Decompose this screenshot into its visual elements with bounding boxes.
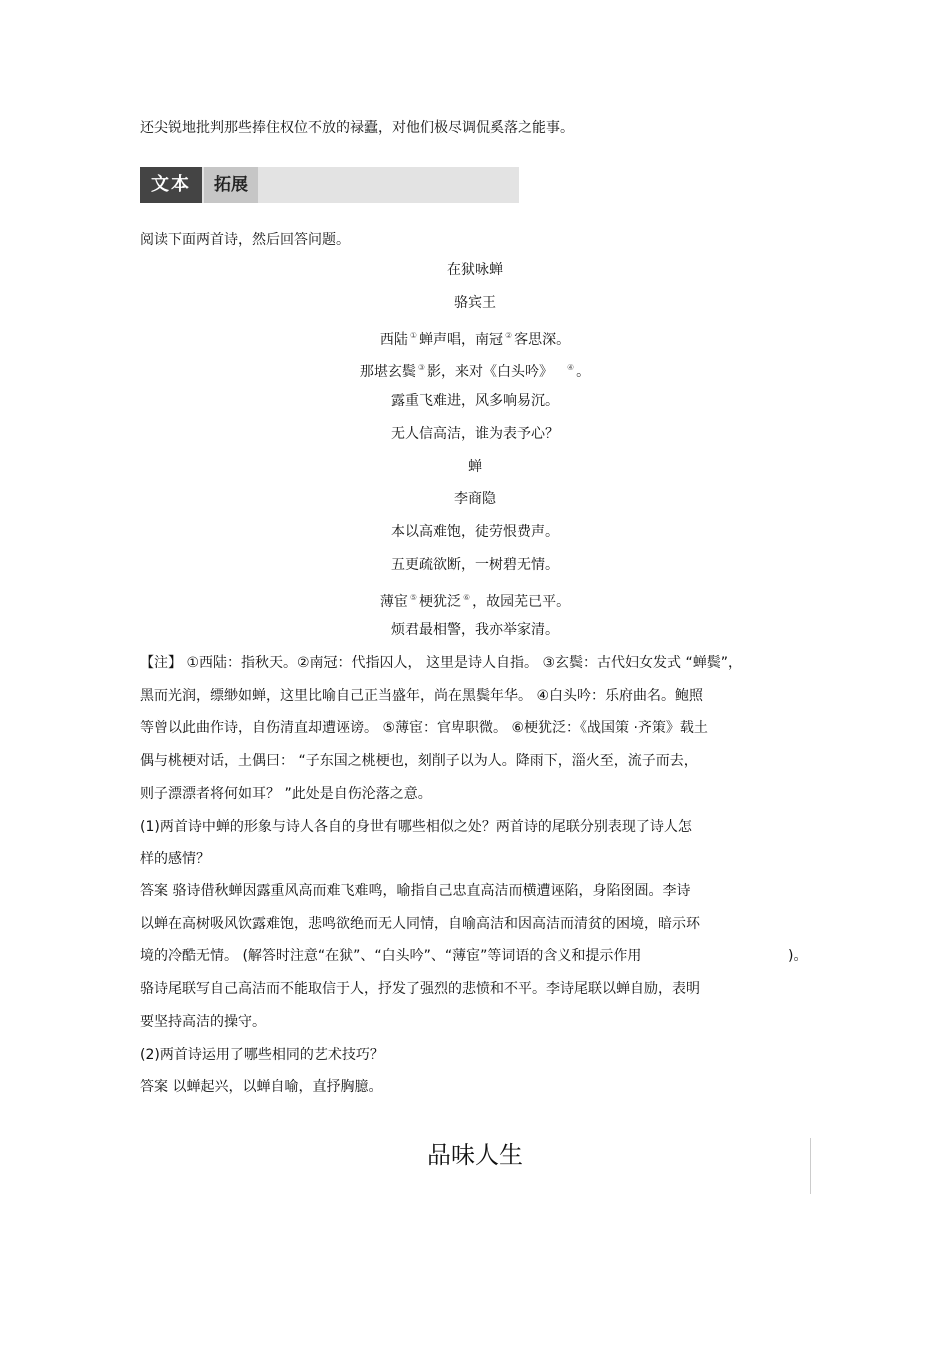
- footnote-marker: ③: [417, 363, 425, 372]
- poem1-line2: 那堪玄鬓 ③ 影，来对《白头吟》 ④ 。: [359, 363, 591, 380]
- banner-label-expand: 拓展: [204, 167, 258, 203]
- answer-1-line-end: )。: [788, 948, 808, 964]
- poem2-line3: 薄宦 ⑤ 梗犹泛 ⑥ ，故园芜已平。: [379, 593, 571, 610]
- poem1-line3: 露重飞难进，风多响易沉。: [391, 393, 559, 409]
- poem2-author: 李商隐: [454, 491, 496, 507]
- poem2-line1: 本以高难饱，徒劳恨费声。: [391, 524, 559, 540]
- poem1-author: 骆宾王: [454, 295, 496, 311]
- section-title: 品味人生: [427, 1141, 523, 1169]
- footnote-marker: ④: [567, 363, 575, 372]
- notes-line: 偶与桃梗对话，土偶曰： “子东国之桃梗也，刻削子以为人。降雨下，淄火至，流子而去，: [140, 753, 698, 769]
- notes-line: 【注】 ①西陆：指秋天。②南冠：代指囚人， 这里是诗人自指。 ③玄鬓：古代妇女发式 “蝉鬓”，: [140, 655, 742, 671]
- question-1: (1)两首诗中蝉的形象与诗人各自的身世有哪些相似之处？两首诗的尾联分别表现了诗人怎: [140, 819, 692, 835]
- poem1-title: 在狱咏蝉: [447, 262, 503, 278]
- answer-2: 答案 以蝉起兴，以蝉自喻，直抒胸臆。: [140, 1079, 383, 1095]
- answer-1-line: 以蝉在高树吸风饮露难饱，悲鸣欲绝而无人同情，自喻高洁和因高洁而清贫的困境，暗示环: [140, 916, 700, 932]
- answer-1-line: 要坚持高洁的操守。: [140, 1014, 266, 1030]
- poem1-line4: 无人信高洁，谁为表予心？: [391, 426, 559, 442]
- poem2-line4: 烦君最相警，我亦举家清。: [391, 622, 559, 638]
- section-banner: [140, 167, 519, 203]
- notes-line: 则子漂漂者将何如耳？ ”此处是自伤沦落之意。: [140, 786, 432, 802]
- footnote-marker: ①: [409, 331, 417, 340]
- divider: [810, 1138, 811, 1194]
- answer-1-line: 答案 骆诗借秋蝉因露重风高而难飞难鸣，喻指自己忠直高洁而横遭诬陷，身陷囹圄。李诗: [140, 883, 691, 899]
- poem2-title: 蝉: [468, 459, 482, 475]
- footnote-marker: ②: [505, 331, 513, 340]
- notes-line: 等曾以此曲作诗，自伤清直却遭诬谤。 ⑤薄宦：官卑职微。 ⑥梗犹泛：《战国策 ·齐策》载土: [140, 720, 708, 736]
- banner-label-text: 文本: [140, 167, 202, 203]
- instruction: 阅读下面两首诗，然后回答问题。: [140, 232, 350, 248]
- poem1-line1: 西陆 ① 蝉声唱，南冠 ② 客思深。: [379, 331, 571, 348]
- notes-line: 黑而光润，缥缈如蝉，这里比喻自己正当盛年，尚在黑鬓年华。 ④白头吟：乐府曲名。鲍照: [140, 688, 703, 704]
- intro-line: 还尖锐地批判那些捧住权位不放的禄蠹，对他们极尽调侃奚落之能事。: [140, 120, 574, 136]
- answer-1-line: 境的冷酷无情。 (解答时注意“在狱”、“白头吟”、“薄宦”等词语的含义和提示作用: [140, 948, 642, 964]
- footnote-marker: ⑥: [463, 593, 471, 602]
- question-1-cont: 样的感情？: [140, 851, 210, 867]
- question-2: (2)两首诗运用了哪些相同的艺术技巧？: [140, 1047, 384, 1063]
- answer-1-line: 骆诗尾联写自己高洁而不能取信于人，抒发了强烈的悲愤和不平。李诗尾联以蝉自励，表明: [140, 981, 700, 997]
- footnote-marker: ⑤: [409, 593, 417, 602]
- poem2-line2: 五更疏欲断，一树碧无情。: [391, 557, 559, 573]
